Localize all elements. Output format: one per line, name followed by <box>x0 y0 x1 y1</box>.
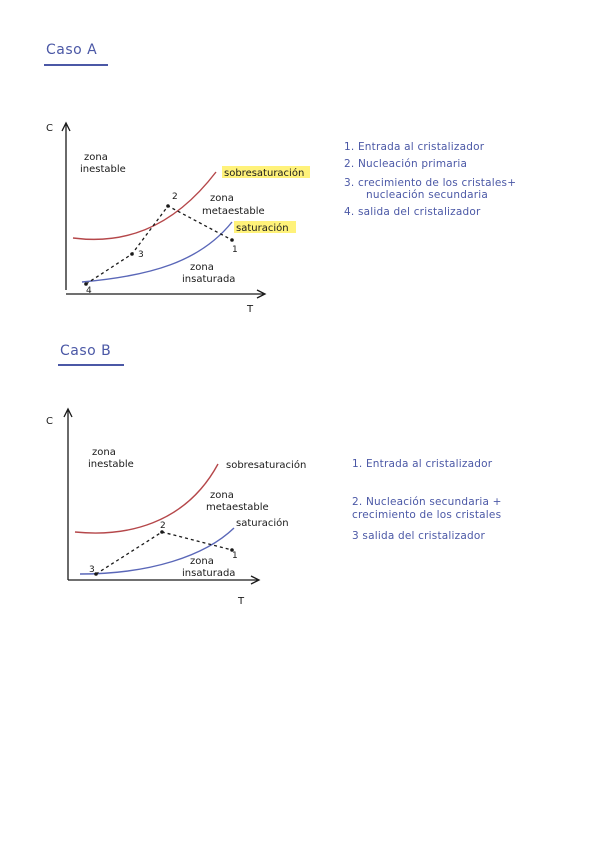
case-a-zone-unstable-1: zona <box>84 152 108 163</box>
case-b-point-3: 3 <box>89 565 95 575</box>
case-b-supersaturation-curve <box>75 464 218 533</box>
case-a-zone-metastable-2: metaestable <box>202 206 265 217</box>
case-a-supersaturation-label: sobresaturación <box>224 168 305 179</box>
case-b-saturation-label: saturación <box>236 518 289 529</box>
case-b-legend-item-3: 3 salida del cristalizador <box>352 530 485 542</box>
case-a-legend-item-4: 4. salida del cristalizador <box>344 206 481 218</box>
case-b-point-3-marker <box>94 572 98 576</box>
case-b-point-1: 1 <box>232 551 238 561</box>
case-b-zone-unstable-1: zona <box>92 447 116 458</box>
case-b-title: Caso B <box>60 343 112 359</box>
case-a-saturation-label: saturación <box>236 223 289 234</box>
case-b-legend-item-2-cont: crecimiento de los cristales <box>352 509 502 521</box>
case-b-zone-metastable-1: zona <box>210 490 234 501</box>
case-b-zone-metastable-2: metaestable <box>206 502 269 513</box>
case-b-zone-unstable-2: inestable <box>88 459 134 470</box>
case-a-point-3: 3 <box>138 250 144 260</box>
case-a-y-label: C <box>46 123 53 134</box>
case-b-legend-item-1: 1. Entrada al cristalizador <box>352 458 493 470</box>
case-b-zone-unsaturated-1: zona <box>190 556 214 567</box>
case-a-legend-item-3-cont: nucleación secundaria <box>366 189 488 201</box>
case-a-title: Caso A <box>46 42 98 58</box>
case-b-zone-unsaturated-2: insaturada <box>182 568 236 579</box>
case-a-zone-metastable-1: zona <box>210 193 234 204</box>
case-b-x-label: T <box>238 596 245 607</box>
case-a-zone-unsaturated-1: zona <box>190 262 214 273</box>
case-b-supersaturation-label: sobresaturación <box>226 460 307 471</box>
case-a-point-1: 1 <box>232 245 238 255</box>
case-a-legend-item-3: 3. crecimiento de los cristales+ <box>344 177 517 189</box>
case-b-point-2: 2 <box>160 521 166 531</box>
case-b-legend-item-2: 2. Nucleación secundaria + <box>352 496 502 508</box>
case-b-y-label: C <box>46 416 53 427</box>
case-a-legend-item-1: 1. Entrada al cristalizador <box>344 141 485 153</box>
case-a-zone-unstable-2: inestable <box>80 164 126 175</box>
case-a-zone-unsaturated-2: insaturada <box>182 274 236 285</box>
case-a-point-2: 2 <box>172 192 178 202</box>
case-a-point-4: 4 <box>86 286 92 296</box>
case-a-legend-item-2: 2. Nucleación primaria <box>344 158 468 170</box>
case-a-x-label: T <box>247 304 254 315</box>
